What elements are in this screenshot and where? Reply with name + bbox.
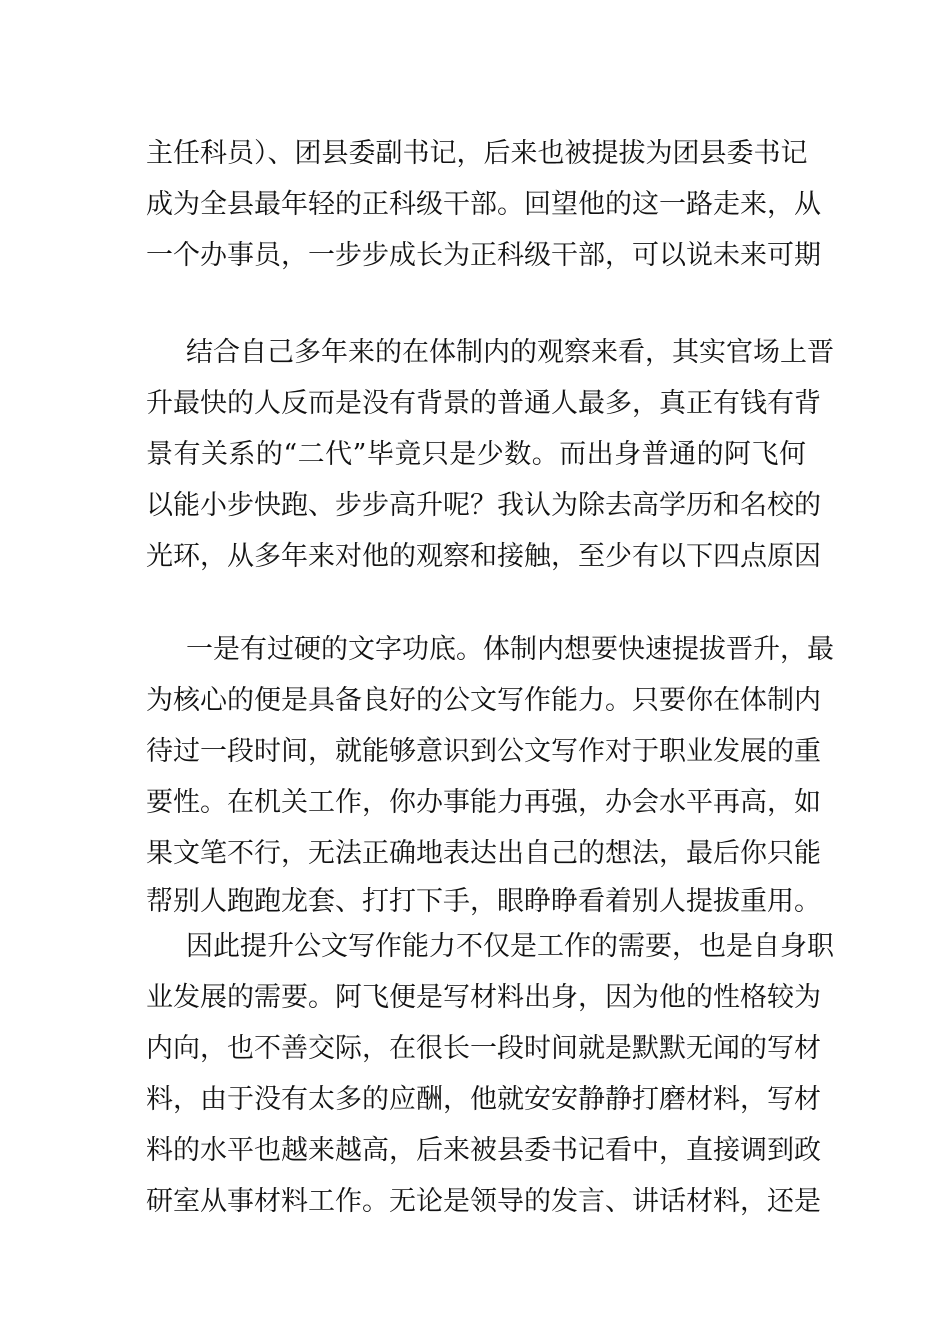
text-line: 光环，从多年来对他的观察和接触，至少有以下四点原因 xyxy=(146,541,821,572)
text-line: 主任科员）、团县委副书记，后来也被提拔为团县委书记 xyxy=(146,138,808,169)
text-line: 要性。在机关工作，你办事能力再强，办会水平再高，如 xyxy=(146,787,821,818)
text-line: 升最快的人反而是没有背景的普通人最多，真正有钱有背 xyxy=(146,388,821,419)
text-line: 业发展的需要。阿飞便是写材料出身，因为他的性格较为 xyxy=(146,982,821,1013)
text-line: 成为全县最年轻的正科级干部。回望他的这一路走来，从 xyxy=(146,189,821,220)
text-line: 结合自己多年来的在体制内的观察来看，其实官场上晋 xyxy=(186,337,834,368)
text-line: 帮别人跑跑龙套、打打下手，眼睁睁看着别人提拔重用。 xyxy=(146,886,821,917)
text-line: 料，由于没有太多的应酬，他就安安静静打磨材料，写材 xyxy=(146,1084,821,1115)
text-line: 以能小步快跑、步步高升呢？我认为除去高学历和名校的 xyxy=(146,490,821,521)
text-line: 果文笔不行，无法正确地表达出自己的想法，最后你只能 xyxy=(146,838,821,869)
text-line: 因此提升公文写作能力不仅是工作的需要，也是自身职 xyxy=(186,931,834,962)
text-line: 一是有过硬的文字功底。体制内想要快速提拔晋升，最 xyxy=(186,634,834,665)
text-line: 景有关系的“二代”毕竟只是少数。而出身普通的阿飞何 xyxy=(146,439,806,470)
text-line: 为核心的便是具备良好的公文写作能力。只要你在体制内 xyxy=(146,685,821,716)
text-line: 内向，也不善交际，在很长一段时间就是默默无闻的写材 xyxy=(146,1033,821,1064)
text-line: 研室从事材料工作。无论是领导的发言、讲话材料，还是 xyxy=(146,1186,821,1217)
text-line: 待过一段时间，就能够意识到公文写作对于职业发展的重 xyxy=(146,736,821,767)
text-line: 料的水平也越来越高，后来被县委书记看中，直接调到政 xyxy=(146,1135,821,1166)
text-line: 一个办事员，一步步成长为正科级干部，可以说未来可期 xyxy=(146,240,821,271)
